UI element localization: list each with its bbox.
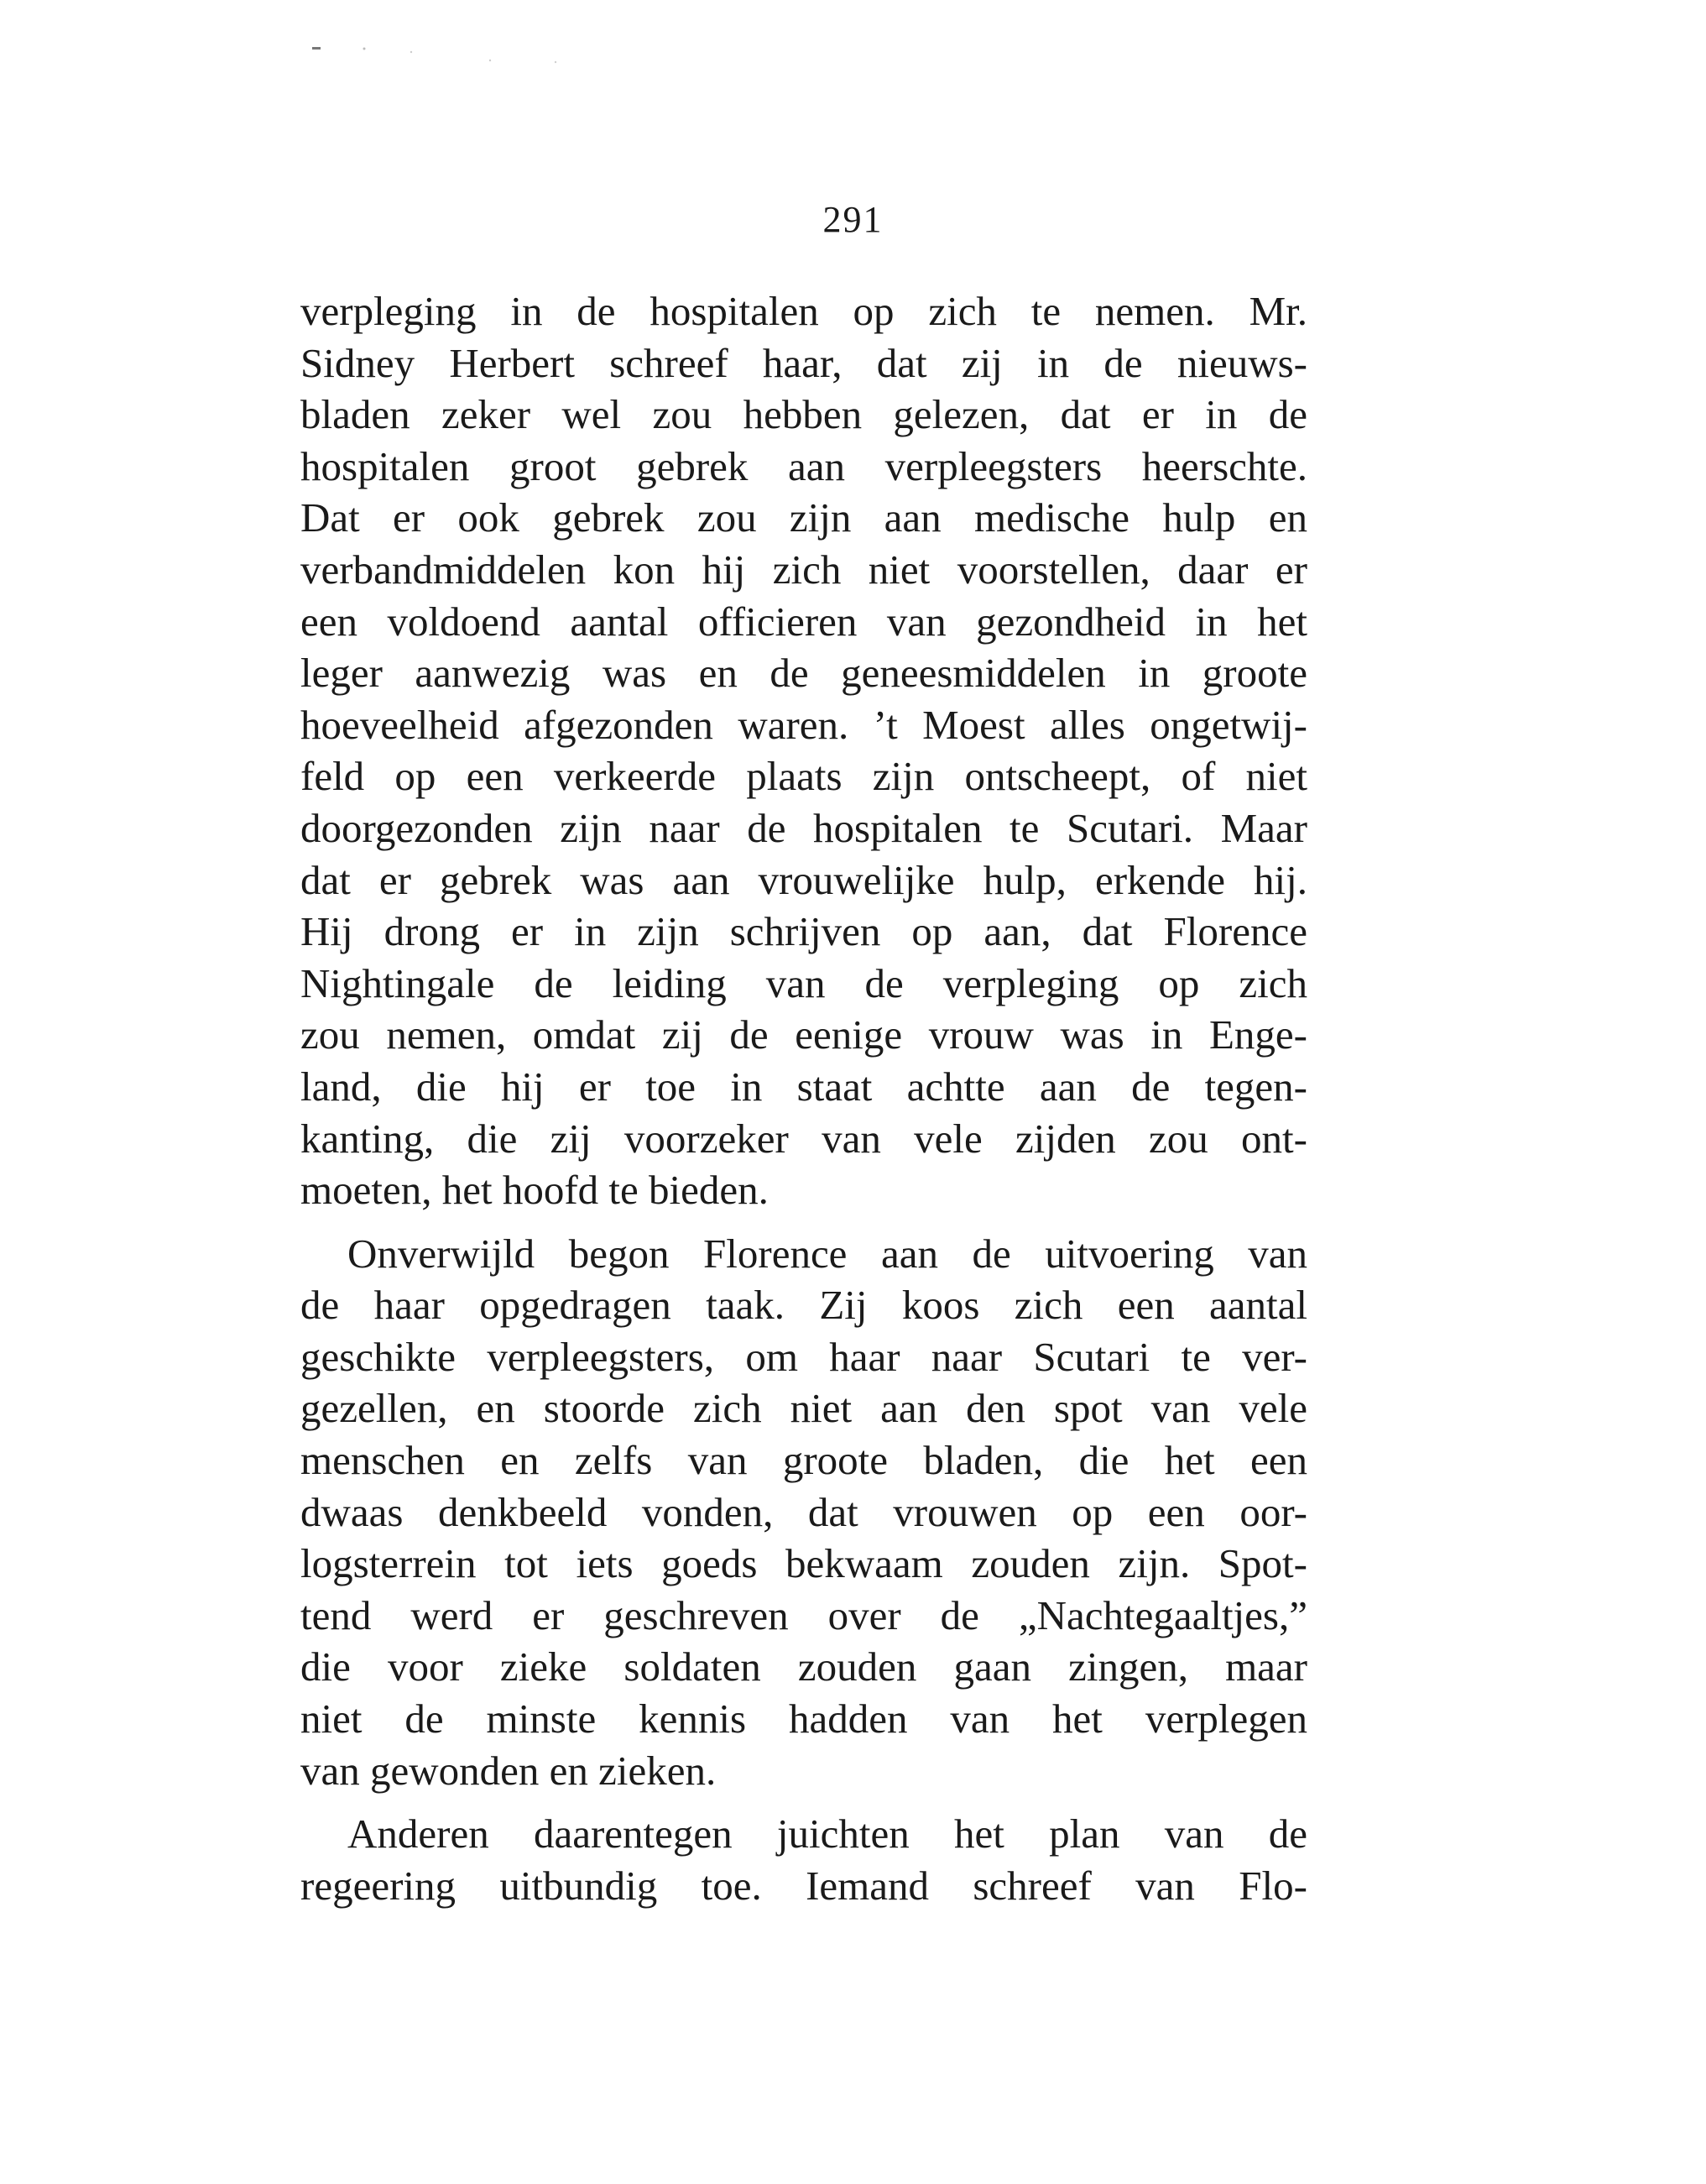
text-line: regeering uitbundig toe. Iemand schreef van Flo- xyxy=(300,1862,1307,1909)
text-line: land, die hij er toe in staat achtte aan de tegen- xyxy=(300,1063,1307,1110)
text-line: niet de minste kennis hadden van het verplegen xyxy=(300,1695,1307,1742)
paragraph xyxy=(300,1808,1307,1911)
text-line: die voor zieke soldaten zouden gaan zingen, maar xyxy=(300,1643,1307,1690)
body-text xyxy=(300,285,1307,1911)
text-line: tend werd er geschreven over de „Nachtegaaltjes,” xyxy=(300,1591,1307,1638)
text-line: gezellen, en stoorde zich niet aan den spot van vele xyxy=(300,1385,1307,1432)
text-line: verpleging in de hospitalen op zich te nemen. Mr. xyxy=(300,288,1307,334)
text-line: Hij drong er in zijn schrijven op aan, dat Florence xyxy=(300,908,1307,955)
text-line: van gewonden en zieken. xyxy=(300,1747,717,1794)
text-line: dwaas denkbeeld vonden, dat vrouwen op een oor- xyxy=(300,1488,1307,1535)
text-line: de haar opgedragen taak. Zij koos zich een aantal xyxy=(300,1282,1307,1329)
paragraph-gap xyxy=(300,1796,1307,1808)
text-line: een voldoend aantal officieren van gezondheid in het xyxy=(300,598,1307,645)
text-line: Onverwijld begon Florence aan de uitvoering van xyxy=(347,1230,1307,1277)
text-line: Sidney Herbert schreef haar, dat zij in de nieuws- xyxy=(300,339,1307,386)
text-line: dat er gebrek was aan vrouwelijke hulp, erkende hij. xyxy=(300,856,1307,903)
text-line: menschen en zelfs van groote bladen, die het een xyxy=(300,1437,1307,1484)
text-line: leger aanwezig was en de geneesmiddelen in groote xyxy=(300,650,1307,697)
paragraph-gap xyxy=(300,1216,1307,1228)
page-number: 291 xyxy=(822,199,884,240)
text-line: Nightingale de leiding van de verpleging op zich xyxy=(300,959,1307,1006)
text-line: hospitalen groot gebrek aan verpleegsters heerschte. xyxy=(300,442,1307,489)
text-line: Anderen daarentegen juichten het plan van de xyxy=(347,1810,1307,1857)
text-line: verbandmiddelen kon hij zich niet voorstellen, daar er xyxy=(300,546,1307,593)
text-line: feld op een verkeerde plaats zijn ontscheept, of niet xyxy=(300,753,1307,800)
text-line: zou nemen, omdat zij de eenige vrouw was in Enge- xyxy=(300,1011,1307,1058)
scan-specks xyxy=(312,44,581,69)
text-line: kanting, die zij voorzeker van vele zijden zou ont- xyxy=(300,1115,1307,1162)
text-line: hoeveelheid afgezonden waren. ’t Moest alles ongetwij- xyxy=(300,701,1307,748)
text-line: doorgezonden zijn naar de hospitalen te Scutari. Maar xyxy=(300,804,1307,851)
paragraph xyxy=(300,1228,1307,1797)
text-line: geschikte verpleegsters, om haar naar Scutari te ver- xyxy=(300,1333,1307,1380)
paragraph xyxy=(300,285,1307,1216)
text-line: bladen zeker wel zou hebben gelezen, dat er in de xyxy=(300,391,1307,438)
text-line: logsterrein tot iets goeds bekwaam zouden zijn. Spot- xyxy=(300,1540,1307,1587)
text-line: Dat er ook gebrek zou zijn aan medische hulp en xyxy=(300,494,1307,541)
text-line: moeten, het hoofd te bieden. xyxy=(300,1167,769,1214)
